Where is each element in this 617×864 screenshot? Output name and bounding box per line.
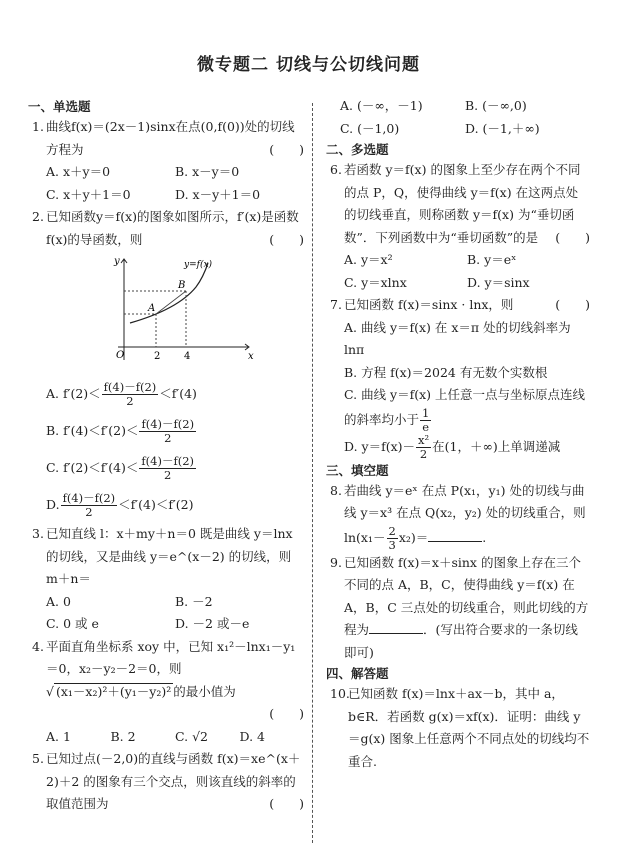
- answer-paren: ( ): [269, 141, 304, 157]
- options-2: [28, 375, 304, 523]
- question-text: 已知过点(－2,0)的直线与函数 f(x)＝xe^(x＋2)＋2 的图象有三个交点，则该直线的斜率的取值范围为: [46, 751, 301, 811]
- question-number: 8.: [330, 482, 342, 498]
- option-b: B. 方程 f(x)＝2024 有无数个实数根: [344, 364, 548, 380]
- options-7: [326, 317, 590, 461]
- question-text: 曲线f(x)＝(2x－1)sinx在点(0,f(0))处的切线方程为: [46, 119, 295, 157]
- option-c: C. 0 或 e: [46, 616, 99, 631]
- section-heading-solve: 四、解答题: [326, 666, 389, 681]
- point-b-label: B: [178, 280, 186, 291]
- section-heading-multi: 二、多选题: [326, 142, 389, 157]
- option-b: B. 2: [110, 728, 136, 744]
- x-axis-label: x: [248, 351, 254, 362]
- option-d: D. 4: [239, 728, 265, 744]
- question-text: 已知函数 f(x)＝sinx · lnx，则: [344, 297, 514, 312]
- answer-blank[interactable]: [428, 528, 482, 542]
- options-6: [326, 249, 590, 294]
- option-d: D. (－1,＋∞): [465, 120, 540, 136]
- answer-paren: ( ): [269, 706, 304, 721]
- question-number: 7.: [330, 297, 342, 312]
- question-6: [326, 159, 590, 249]
- question-number: 10.: [330, 686, 350, 701]
- option-a: A. y＝x²: [344, 252, 393, 267]
- question-1: [28, 116, 304, 161]
- option-c: C. y＝xlnx: [344, 274, 407, 290]
- option-b: B. y＝eˣ: [467, 252, 517, 267]
- section-heading-fill: 三、填空题: [326, 462, 389, 478]
- option-c: C. √2: [175, 728, 208, 744]
- option-b: B. x－y＝0: [175, 164, 240, 179]
- answer-paren: ( ): [555, 229, 590, 245]
- question-number: 6.: [330, 162, 342, 177]
- option-b: B. f′(4)＜f′(2)＜ $\frac{f(4)-f(2)}{2}$: [46, 417, 195, 445]
- option-d: D. y＝sinx: [467, 274, 530, 290]
- question-text: 已知直线 l：x＋my＋n＝0 既是曲线 y＝lnx 的切线，又是曲线 y＝e^(x－2) 的切线，则 m＋n＝: [46, 526, 293, 586]
- question-number: 5.: [32, 751, 44, 766]
- question-number: 3.: [32, 526, 44, 541]
- option-d: D. y＝f(x)－ $\frac{\text{x²}}{2}$ 在(1，＋∞)上单调递减: [344, 432, 561, 461]
- option-b: B. (－∞,0): [465, 98, 527, 113]
- question-5: [28, 748, 304, 816]
- option-c: C. (－1,0): [340, 120, 400, 136]
- left-column: [28, 97, 304, 816]
- question-text: 若曲线 y＝eˣ 在点 P(x₁，y₁) 处的切线与曲线 y＝x³ 在点 Q(x₂，y₂) 处的切线重合，则 ln(x₁－: [344, 482, 586, 545]
- y-axis-label: y: [114, 256, 120, 267]
- option-d: D. x－y＋1＝0: [175, 186, 261, 202]
- function-graph: [98, 255, 258, 365]
- question-text: 若函数 y＝f(x) 的图象上至少存在两个不同的点 P，Q，使得曲线 y＝f(x) 在这两点处的切线垂直，则称函数 y＝f(x) 为“垂切函数”．下列函数中为“垂切函数”的是: [344, 162, 581, 245]
- answer-paren: ( ): [269, 796, 304, 811]
- question-number: 2.: [32, 209, 44, 224]
- option-b: B. －2: [175, 593, 213, 609]
- question-9: 9. 已知函数 f(x)＝x＋sinx 的图象上存在三个不同的点 A，B，C，使得曲线 y＝f(x) 在 A，B，C 三点处的切线重合，则此切线的方程为 ．(写出符合要求的一条切线即可): [326, 552, 590, 665]
- option-a: A. 1: [46, 728, 71, 744]
- question-text: 已知函数y＝f(x)的图象如图所示，f′(x)是函数f(x)的导函数，则: [46, 209, 299, 247]
- options-1: [28, 161, 304, 206]
- column-divider: [312, 103, 313, 843]
- point-a-label: A: [148, 303, 156, 314]
- curve-label: y=f(x): [184, 260, 213, 270]
- page-title: 微专题二 切线与公切线问题: [197, 55, 420, 75]
- question-7: [326, 294, 590, 317]
- option-d: D. －2 或－e: [175, 616, 250, 631]
- sqrt-expression: (x₁－x₂)²＋(y₁－y₂)²: [55, 683, 172, 699]
- question-3: [28, 523, 304, 591]
- question-text: 平面直角坐标系 xoy 中，已知 x₁²－lnx₁－y₁＝0，x₂－y₂－2＝0，则: [46, 638, 296, 676]
- question-10: [326, 683, 590, 773]
- options-4: [28, 726, 304, 749]
- question-number: 1.: [32, 119, 44, 134]
- option-d: D. $\frac{f(4)-f(2)}{2}$ ＜f′(4)＜f′(2): [46, 491, 194, 519]
- question-number: 9.: [330, 554, 342, 570]
- answer-blank[interactable]: [369, 620, 423, 634]
- question-text: 已知函数 f(x)＝x＋sinx 的图象上存在三个不同的点 A，B，C，使得曲线 y＝f(x) 在 A，B，C 三点处的切线重合，则此切线的方程为: [344, 554, 589, 637]
- option-a: A. 曲线 y＝f(x) 在 x＝π 处的切线斜率为 lnπ: [344, 319, 571, 357]
- tick-2: 2: [154, 351, 161, 362]
- question-number: 4.: [32, 638, 44, 654]
- right-column: [326, 97, 590, 773]
- option-a: A. (－∞，－1): [340, 98, 423, 113]
- options-3: [28, 591, 304, 636]
- question-2: [28, 206, 304, 251]
- options-5: [326, 95, 590, 140]
- question-4: 4. 平面直角坐标系 xoy 中，已知 x₁²－lnx₁－y₁＝0，x₂－y₂－2＝0，则 √ (x₁－x₂)²＋(y₁－y₂)² 的最小值为 ( ): [28, 636, 304, 726]
- option-c: C. x＋y＋1＝0: [46, 186, 131, 202]
- question-text: 已知函数 f(x)＝lnx＋ax－b，其中 a，b∈R．若函数 g(x)＝xf(x)．证明：曲线 y＝g(x) 图象上任意两个不同点处的切线均不重合.: [348, 686, 590, 769]
- origin-label: O: [116, 350, 125, 361]
- option-a: A. 0: [46, 593, 71, 609]
- question-8: 8. 若曲线 y＝eˣ 在点 P(x₁，y₁) 处的切线与曲线 y＝x³ 在点 Q(x₂，y₂) 处的切线重合，则 ln(x₁－ $\frac{2}{3}$ x₂)＝ .: [326, 480, 590, 552]
- option-a: A. f′(2)＜ $\frac{f(4)-f(2)}{2}$ ＜f′(4): [46, 380, 197, 408]
- section-heading-single: 一、单选题: [28, 99, 91, 114]
- option-c: C. 曲线 y＝f(x) 上任意一点与坐标原点连线的斜率均小于 $\frac{1}{e}$: [344, 387, 586, 434]
- option-c: C. f′(2)＜f′(4)＜ $\frac{f(4)-f(2)}{2}$: [46, 454, 195, 482]
- answer-paren: ( ): [555, 297, 590, 312]
- answer-paren: ( ): [269, 231, 304, 247]
- option-a: A. x＋y＝0: [46, 164, 111, 179]
- tick-4: 4: [184, 351, 191, 362]
